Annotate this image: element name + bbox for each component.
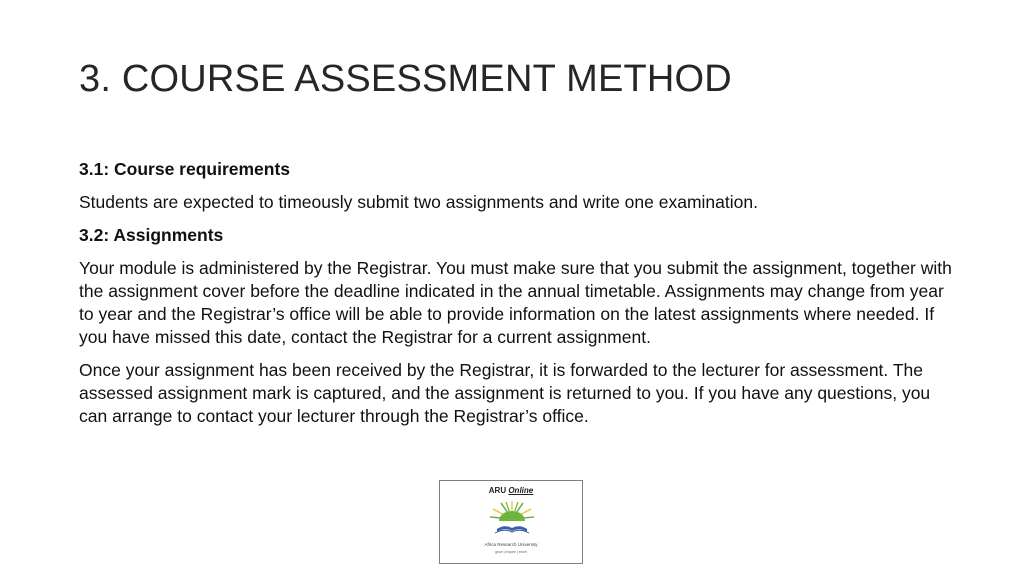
section-heading-assignments: 3.2: Assignments (79, 225, 224, 245)
aru-online-logo (439, 480, 583, 564)
sun-book-emblem-icon (487, 499, 537, 539)
section-heading-course-requirements: 3.1: Course requirements (79, 159, 291, 179)
open-book-icon (495, 526, 529, 533)
assignments-paragraph-2: Once your assignment has been received by the Registrar, it is forwarded to the lecturer for assessment. The assessed assignment mark is captured, and the assignment is returned to you. If you have any questions, you can arrange to contact your lecturer through the Registrar’s office. (79, 360, 931, 426)
slide-content (79, 158, 959, 438)
assignments-paragraph-1: Your module is administered by the Registrar. You must make sure that you submit the assignment, together with the assignment cover before the deadline indicated in the annual timetable. Assignments may change from year to year and the Registrar’s office will be able to provide information on the latest assignments where needed. If you have missed this date, contact the Registrar for a current assignment. (79, 258, 952, 347)
logo-brand-suffix: Online (508, 486, 534, 495)
logo-tagline: grow | inspire | excel (495, 550, 527, 554)
course-requirements-paragraph: Students are expected to timeously submit two assignments and write one examination. (79, 192, 758, 212)
slide-title: 3. COURSE ASSESSMENT METHOD (79, 58, 732, 100)
logo-brand-text (440, 486, 582, 495)
logo-brand-prefix: ARU (488, 486, 509, 495)
logo-university-name: Africa Research University (484, 542, 538, 547)
